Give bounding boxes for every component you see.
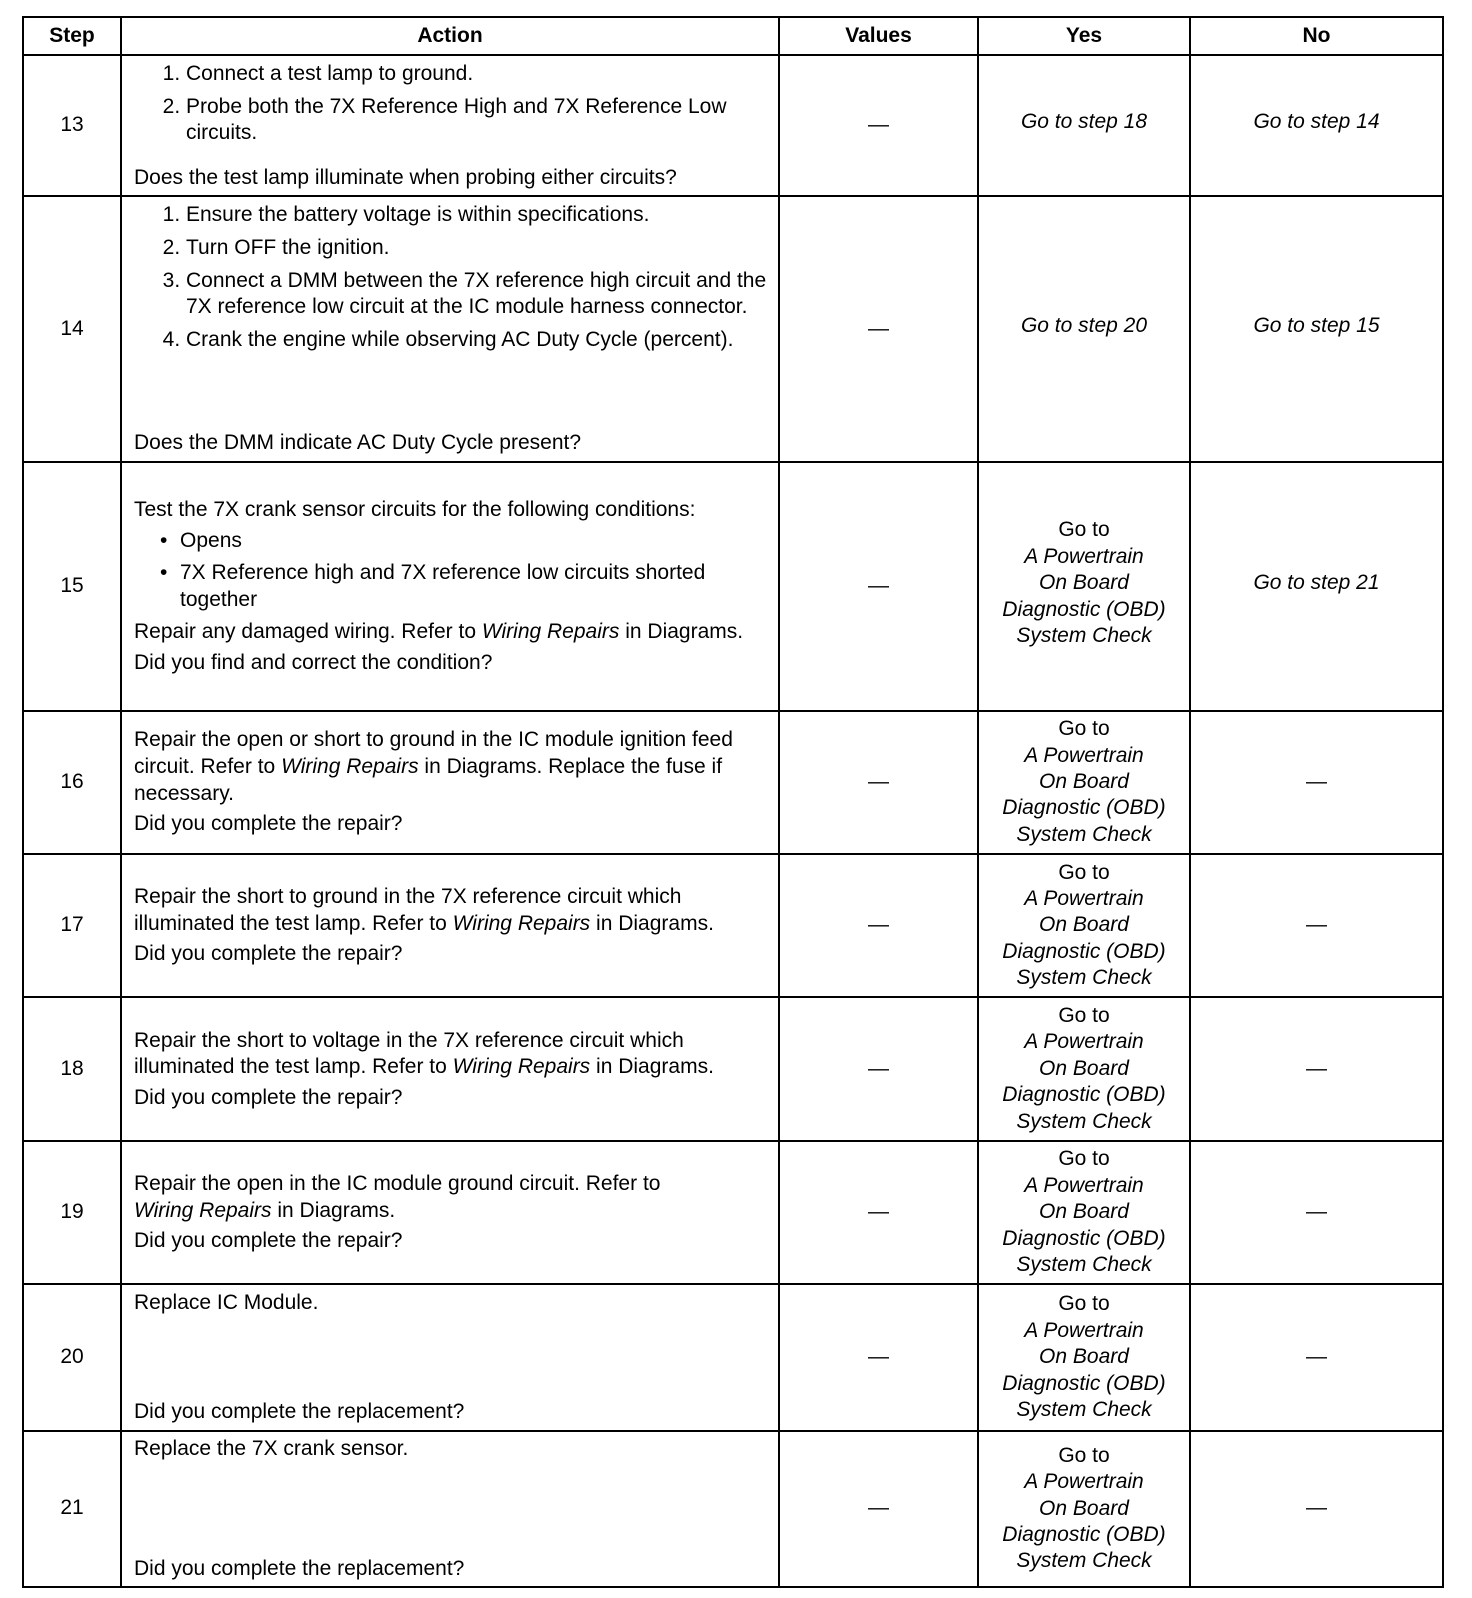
table-row bbox=[23, 55, 1443, 196]
action-intro: Test the 7X crank sensor circuits for the following conditions: bbox=[134, 497, 696, 521]
no-cell: — bbox=[1190, 1284, 1443, 1430]
table-row bbox=[23, 196, 1443, 462]
yes-cell bbox=[978, 997, 1190, 1140]
no-cell: Go to step 21 bbox=[1190, 462, 1443, 710]
bullet-icon: • bbox=[160, 561, 168, 585]
action-item: 3. Connect a DMM between the 7X reference high circuit and the 7X reference low circuit at the IC module harness connector. bbox=[186, 268, 768, 321]
step-number: 13 bbox=[23, 55, 121, 196]
diagnostic-table bbox=[22, 16, 1444, 1588]
table-header-row bbox=[23, 17, 1443, 55]
action-item: 1. Connect a test lamp to ground. bbox=[186, 61, 768, 88]
yes-cell bbox=[978, 854, 1190, 997]
values-cell: — bbox=[779, 711, 978, 854]
header-action: Action bbox=[121, 17, 779, 55]
action-question: Does the test lamp illuminate when probing either circuits? bbox=[134, 165, 677, 189]
action-item: 4. Crank the engine while observing AC Duty Cycle (percent). bbox=[186, 327, 768, 354]
action-text: Replace the 7X crank sensor. bbox=[134, 1437, 409, 1461]
action-text: Repair the open or short to ground in the IC module ignition feed circuit. Refer to Wiring Repairs in Diagrams. Replace the fuse if necessary. bbox=[134, 728, 733, 805]
table-row bbox=[23, 1141, 1443, 1284]
wiring-repairs-reference: Wiring Repairs bbox=[481, 620, 620, 644]
table-row bbox=[23, 854, 1443, 997]
action-question: Does the DMM indicate AC Duty Cycle present? bbox=[134, 431, 582, 455]
action-steps bbox=[134, 202, 768, 359]
action-cell bbox=[121, 1284, 779, 1430]
action-question: Did you find and correct the condition? bbox=[134, 651, 493, 675]
yes-cell: Go to step 20 bbox=[978, 196, 1190, 462]
table-row bbox=[23, 997, 1443, 1140]
wiring-repairs-reference: Wiring Repairs bbox=[281, 755, 419, 779]
values-cell: — bbox=[779, 196, 978, 462]
obd-system-check-reference: Go to A Powertrain On Board Diagnostic (OBD) System Check bbox=[1002, 860, 1166, 990]
action-item: 2. Probe both the 7X Reference High and 7X Reference Low circuits. bbox=[186, 94, 768, 147]
repair-instruction: Repair any damaged wiring. Refer to Wiring Repairs in Diagrams. bbox=[134, 620, 744, 644]
condition-item: • 7X Reference high and 7X reference low circuits shorted together bbox=[160, 561, 706, 611]
step-number: 16 bbox=[23, 711, 121, 854]
action-cell bbox=[121, 711, 779, 854]
values-cell: — bbox=[779, 854, 978, 997]
values-cell: — bbox=[779, 1141, 978, 1284]
no-cell: Go to step 15 bbox=[1190, 196, 1443, 462]
action-question: Did you complete the replacement? bbox=[134, 1556, 465, 1580]
step-number: 15 bbox=[23, 462, 121, 710]
no-cell: Go to step 14 bbox=[1190, 55, 1443, 196]
no-cell: — bbox=[1190, 997, 1443, 1140]
step-number: 19 bbox=[23, 1141, 121, 1284]
step-number: 21 bbox=[23, 1431, 121, 1587]
yes-cell: Go to step 18 bbox=[978, 55, 1190, 196]
action-cell bbox=[121, 462, 779, 710]
yes-cell bbox=[978, 1141, 1190, 1284]
action-cell bbox=[121, 196, 779, 462]
action-question: Did you complete the repair? bbox=[134, 942, 403, 966]
obd-system-check-reference: Go to A Powertrain On Board Diagnostic (OBD) System Check bbox=[1002, 518, 1166, 647]
yes-cell bbox=[978, 462, 1190, 710]
action-text: Repair the open in the IC module ground circuit. Refer to Wiring Repairs in Diagrams. bbox=[134, 1171, 661, 1222]
condition-list bbox=[134, 528, 768, 614]
no-cell: — bbox=[1190, 854, 1443, 997]
yes-cell bbox=[978, 1431, 1190, 1587]
values-cell: — bbox=[779, 997, 978, 1140]
action-question: Did you complete the repair? bbox=[134, 1229, 403, 1253]
action-question: Did you complete the repair? bbox=[134, 812, 403, 836]
action-question: Did you complete the replacement? bbox=[134, 1400, 465, 1424]
table-row bbox=[23, 1431, 1443, 1587]
bullet-icon: • bbox=[160, 528, 168, 552]
wiring-repairs-reference: Wiring Repairs bbox=[452, 1055, 591, 1079]
no-cell: — bbox=[1190, 711, 1443, 854]
action-question: Did you complete the repair? bbox=[134, 1085, 403, 1109]
action-text: Repair the short to ground in the 7X reference circuit which illuminated the test lamp. Refer to Wiring Repairs in Diagrams. bbox=[134, 885, 714, 935]
wiring-repairs-reference: Wiring Repairs bbox=[134, 1198, 272, 1222]
action-cell bbox=[121, 1431, 779, 1587]
action-item: 1. Ensure the battery voltage is within specifications. bbox=[186, 202, 768, 229]
action-cell bbox=[121, 854, 779, 997]
header-values: Values bbox=[779, 17, 978, 55]
obd-system-check-reference: Go to A Powertrain On Board Diagnostic (OBD) System Check bbox=[1002, 717, 1166, 846]
header-yes: Yes bbox=[978, 17, 1190, 55]
action-item: 2. Turn OFF the ignition. bbox=[186, 235, 768, 262]
header-step: Step bbox=[23, 17, 121, 55]
values-cell: — bbox=[779, 55, 978, 196]
table-row bbox=[23, 1284, 1443, 1430]
action-steps bbox=[134, 61, 768, 153]
obd-system-check-reference: Go to A Powertrain On Board Diagnostic (OBD) System Check bbox=[1002, 1292, 1166, 1422]
step-number: 14 bbox=[23, 196, 121, 462]
step-number: 20 bbox=[23, 1284, 121, 1430]
action-cell bbox=[121, 1141, 779, 1284]
condition-item: • Opens bbox=[180, 528, 768, 555]
obd-system-check-reference: Go to A Powertrain On Board Diagnostic (OBD) System Check bbox=[1002, 1003, 1166, 1133]
table-row bbox=[23, 711, 1443, 854]
step-number: 18 bbox=[23, 997, 121, 1140]
values-cell: — bbox=[779, 1431, 978, 1587]
yes-cell bbox=[978, 1284, 1190, 1430]
values-cell: — bbox=[779, 1284, 978, 1430]
no-cell: — bbox=[1190, 1141, 1443, 1284]
obd-system-check-reference: Go to A Powertrain On Board Diagnostic (OBD) System Check bbox=[1002, 1147, 1166, 1277]
step-number: 17 bbox=[23, 854, 121, 997]
wiring-repairs-reference: Wiring Repairs bbox=[452, 911, 591, 935]
action-text: Replace IC Module. bbox=[134, 1290, 319, 1314]
obd-system-check-reference: Go to A Powertrain On Board Diagnostic (OBD) System Check bbox=[1002, 1443, 1166, 1573]
no-cell: — bbox=[1190, 1431, 1443, 1587]
action-cell bbox=[121, 997, 779, 1140]
table-row bbox=[23, 462, 1443, 710]
values-cell: — bbox=[779, 462, 978, 710]
header-no: No bbox=[1190, 17, 1443, 55]
yes-cell bbox=[978, 711, 1190, 854]
action-cell bbox=[121, 55, 779, 196]
action-text: Repair the short to voltage in the 7X reference circuit which illuminated the test lamp. Refer to Wiring Repairs in Diagrams. bbox=[134, 1028, 714, 1079]
